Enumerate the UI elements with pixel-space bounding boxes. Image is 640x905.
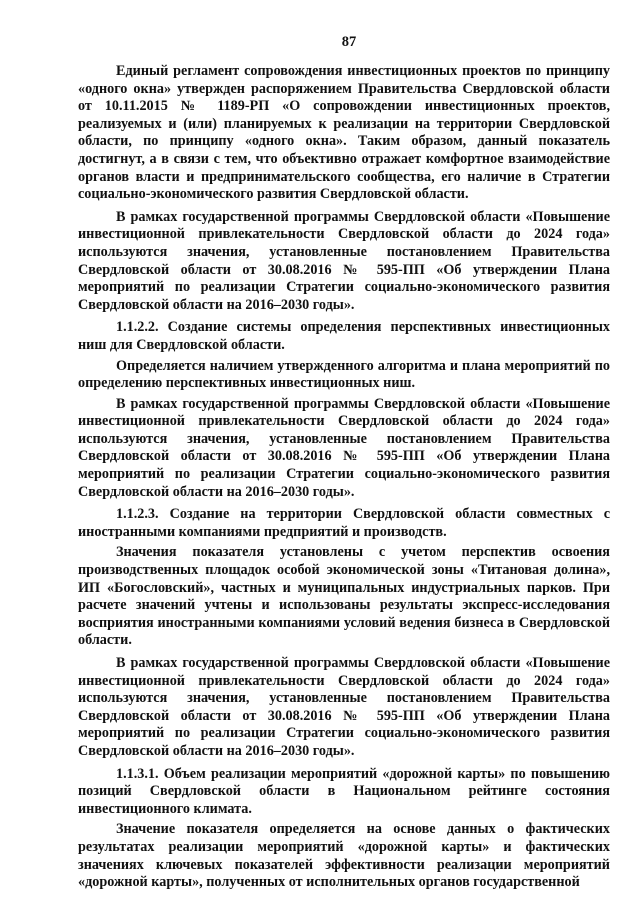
paragraph-roadmap-data: Значение показателя определяется на основе данных о фактических результатах реализации мероприятий «дорожной карты» и фактических значениях ключевых показателей эффективности реализации мероприятий «дорожной карты», полученных от исполнительных органов государственной	[78, 821, 610, 891]
paragraph-section-1-1-3-1: 1.1.3.1. Объем реализации мероприятий «дорожной карты» по повышению позиций Свердловской области в Национальном рейтинге состояния инвестиционного климата.	[78, 765, 610, 817]
paragraph-program-values-1: В рамках государственной программы Свердловской области «Повышение инвестиционной привлекательности Свердловской области до 2024 года» используются значения, установленные постановлением Правительства Свердловской области от 30.08.2016 № 595-ПП «Об утверждении Плана мероприятий по реализации Стратегии социально-экономического развития Свердловской области на 2016–2030 годы».	[78, 208, 610, 313]
paragraph-titanium-valley: Значения показателя установлены с учетом перспектив освоения производственных площадок особой экономической зоны «Титановая долина», ИП «Богословский», частных и муниципальных индустриальных парков. При расчете значений учтены и использованы результаты экспресс-исследования восприятия иностранными компаниями условий ведения бизнеса в Свердловской области.	[78, 544, 610, 649]
paragraph-niche-algorithm: Определяется наличием утвержденного алгоритма и плана мероприятий по определению перспективных инвестиционных ниш.	[78, 357, 610, 392]
paragraph-section-1-1-2-2: 1.1.2.2. Создание системы определения перспективных инвестиционных ниш для Свердловской области.	[78, 319, 610, 353]
paragraph-program-values-3: В рамках государственной программы Свердловской области «Повышение инвестиционной привлекательности Свердловской области до 2024 года» используются значения, установленные постановлением Правительства Свердловской области от 30.08.2016 № 595-ПП «Об утверждении Плана мероприятий по реализации Стратегии социально-экономического развития Свердловской области на 2016–2030 годы».	[78, 655, 610, 759]
paragraph-regulation: Единый регламент сопровождения инвестиционных проектов по принципу «одного окна» утвержден распоряжением Правительства Свердловской области от 10.11.2015 № 1189-РП «О сопровождении инвестиционных проектов, реализуемых и (или) планируемых к реализации на территории Свердловской области, по принципу «одного окна». Таким образом, данный показатель достигнут, а в связи с тем, что объективно отражает комфортное взаимодействие органов власти и предпринимательского сообщества, его наличие в Стратегии социально-экономического развития Свердловской области.	[78, 63, 610, 203]
paragraph-section-1-1-2-3: 1.1.2.3. Создание на территории Свердловской области совместных с иностранными компаниями предприятий и производств.	[78, 506, 610, 540]
page-number: 87	[341, 34, 357, 50]
paragraph-program-values-2: В рамках государственной программы Свердловской области «Повышение инвестиционной привлекательности Свердловской области до 2024 года» используются значения, установленные постановлением Правительства Свердловской области от 30.08.2016 № 595-ПП «Об утверждении Плана мероприятий по реализации Стратегии социально-экономического развития Свердловской области на 2016–2030 годы».	[78, 395, 610, 500]
